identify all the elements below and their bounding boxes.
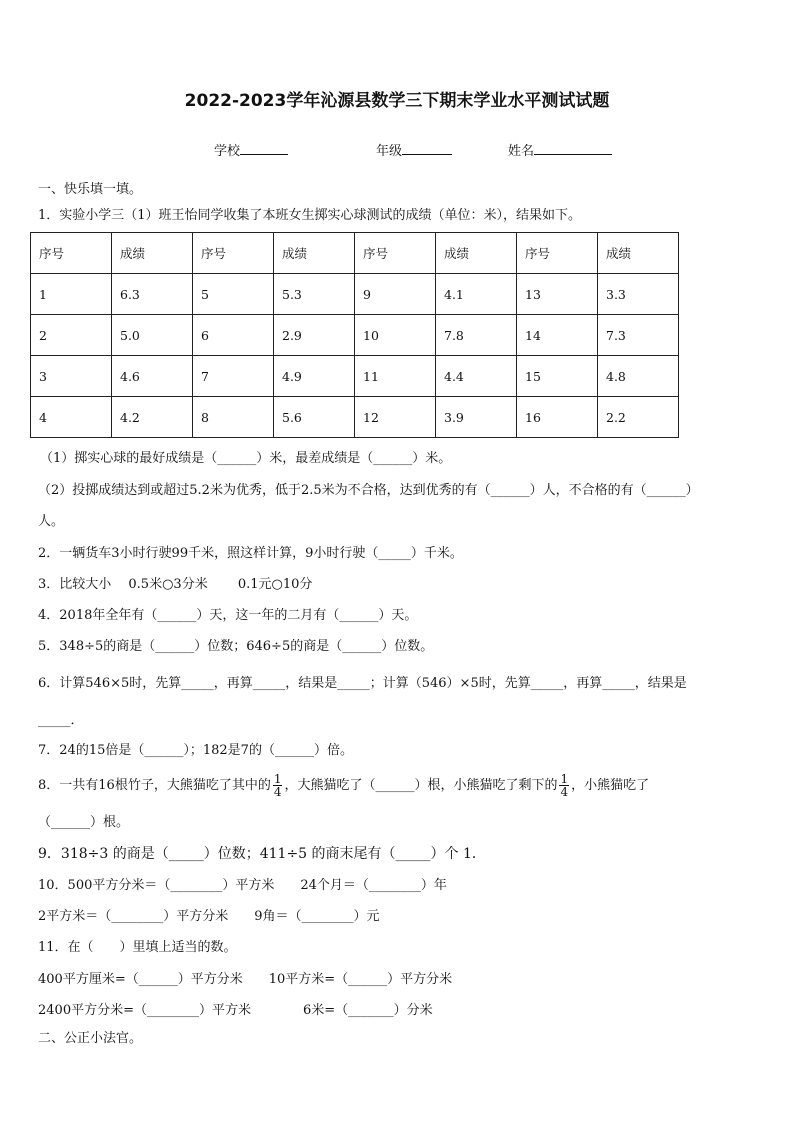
question-2: 2．一辆货车3小时行驶99千米，照这样计算，9小时行驶（_____）千米。 bbox=[38, 546, 463, 561]
table-cell: 5.3 bbox=[274, 274, 355, 315]
question-11-line-1: 400平方厘米=（______）平方分米 10平方米=（______）平方分米 bbox=[38, 972, 453, 987]
table-cell: 4 bbox=[31, 397, 112, 438]
table-header-cell: 成绩 bbox=[112, 233, 193, 274]
school-blank[interactable] bbox=[240, 142, 288, 155]
table-header-cell: 序号 bbox=[517, 233, 598, 274]
table-header-cell: 成绩 bbox=[274, 233, 355, 274]
fraction-denominator: 4 bbox=[560, 785, 569, 799]
question-3: 3．比较大小 0.5米○3分米 0.1元○10分 bbox=[38, 577, 313, 592]
table-cell: 1 bbox=[31, 274, 112, 315]
table-cell: 6 bbox=[193, 315, 274, 356]
question-9: 9．318÷3 的商是（_____）位数；411÷5 的商末尾有（_____）个 1． bbox=[38, 846, 486, 862]
question-8 bbox=[38, 772, 649, 800]
table-cell: 7.8 bbox=[436, 315, 517, 356]
table-cell: 4.1 bbox=[436, 274, 517, 315]
table-cell: 9 bbox=[355, 274, 436, 315]
question-6-cont: _____． bbox=[38, 713, 84, 728]
question-4: 4．2018年全年有（______）天，这一年的二月有（______）天。 bbox=[38, 608, 418, 623]
fraction-denominator: 4 bbox=[273, 785, 282, 799]
section-1-heading: 一、快乐填一填。 bbox=[38, 182, 143, 197]
table-row bbox=[31, 274, 679, 315]
scores-table bbox=[30, 232, 679, 438]
table-cell: 2.9 bbox=[274, 315, 355, 356]
table-header-cell: 序号 bbox=[31, 233, 112, 274]
table-cell: 16 bbox=[517, 397, 598, 438]
table-cell: 4.6 bbox=[112, 356, 193, 397]
table-cell: 5.0 bbox=[112, 315, 193, 356]
fraction-one-quarter bbox=[273, 773, 283, 798]
question-10-line-1: 10．500平方分米＝（________）平方米 24个月＝（________）年 bbox=[38, 878, 447, 893]
table-row bbox=[31, 356, 679, 397]
table-header-cell: 序号 bbox=[355, 233, 436, 274]
table-cell: 4.9 bbox=[274, 356, 355, 397]
fraction-numerator: 1 bbox=[273, 772, 282, 786]
name-label: 姓名 bbox=[508, 144, 535, 159]
question-11: 11．在（ ）里填上适当的数。 bbox=[38, 940, 237, 955]
grade-field bbox=[376, 140, 452, 159]
question-8-text-1: 8．一共有16根竹子，大熊猫吃了其中的 bbox=[38, 778, 271, 793]
table-cell: 2 bbox=[31, 315, 112, 356]
question-7: 7．24的15倍是（______）；182是7的（______）倍。 bbox=[38, 743, 353, 758]
table-cell: 8 bbox=[193, 397, 274, 438]
table-cell: 5.6 bbox=[274, 397, 355, 438]
question-8-text-2: ，大熊猫吃了（______）根，小熊猫吃了剩下的 bbox=[284, 778, 558, 793]
table-row bbox=[31, 397, 679, 438]
question-1-part-2: （2）投掷成绩达到或超过5.2米为优秀，低于2.5米为不合格，达到优秀的有（______）人，不合格的有（______） bbox=[38, 483, 699, 498]
table-header-cell: 序号 bbox=[193, 233, 274, 274]
table-cell: 10 bbox=[355, 315, 436, 356]
table-cell: 3.3 bbox=[598, 274, 679, 315]
table-cell: 12 bbox=[355, 397, 436, 438]
table-cell: 13 bbox=[517, 274, 598, 315]
table-cell: 2.2 bbox=[598, 397, 679, 438]
question-10-line-2: 2平方米＝（________）平方分米 9角＝（________）元 bbox=[38, 909, 380, 924]
table-cell: 3 bbox=[31, 356, 112, 397]
name-field bbox=[508, 140, 612, 159]
grade-label: 年级 bbox=[376, 144, 403, 159]
question-5: 5．348÷5的商是（______）位数；646÷5的商是（______）位数。 bbox=[38, 639, 434, 654]
table-row bbox=[31, 315, 679, 356]
table-header-row bbox=[31, 233, 679, 274]
question-1-part-2-cont: 人。 bbox=[38, 514, 65, 529]
question-1-intro: 1．实验小学三（1）班王怡同学收集了本班女生掷实心球测试的成绩（单位：米），结果如下。 bbox=[38, 208, 582, 223]
section-2-heading: 二、公正小法官。 bbox=[38, 1031, 143, 1046]
table-cell: 5 bbox=[193, 274, 274, 315]
grade-blank[interactable] bbox=[402, 142, 452, 155]
table-cell: 4.2 bbox=[112, 397, 193, 438]
table-cell: 3.9 bbox=[436, 397, 517, 438]
page-title: 2022-2023学年沁源县数学三下期末学业水平测试试题 bbox=[184, 91, 610, 111]
question-6: 6．计算546×5时，先算_____，再算_____，结果是_____；计算（546）×5时，先算_____，再算_____，结果是 bbox=[38, 676, 687, 691]
table-cell: 7 bbox=[193, 356, 274, 397]
table-cell: 15 bbox=[517, 356, 598, 397]
table-header-cell: 成绩 bbox=[598, 233, 679, 274]
question-8-cont: （______）根。 bbox=[38, 815, 130, 830]
table-cell: 4.4 bbox=[436, 356, 517, 397]
name-blank[interactable] bbox=[534, 142, 612, 155]
table-cell: 4.8 bbox=[598, 356, 679, 397]
table-cell: 11 bbox=[355, 356, 436, 397]
fraction-one-quarter bbox=[559, 773, 569, 798]
table-cell: 6.3 bbox=[112, 274, 193, 315]
question-8-text-3: ，小熊猫吃了 bbox=[571, 778, 650, 793]
school-field bbox=[214, 140, 288, 159]
table-header-cell: 成绩 bbox=[436, 233, 517, 274]
fraction-numerator: 1 bbox=[560, 772, 569, 786]
table-cell: 14 bbox=[517, 315, 598, 356]
question-1-part-1: （1）掷实心球的最好成绩是（______）米，最差成绩是（______）米。 bbox=[40, 451, 452, 466]
school-label: 学校 bbox=[214, 144, 241, 159]
table-cell: 7.3 bbox=[598, 315, 679, 356]
question-11-line-2: 2400平方分米=（________）平方米 6米=（_______）分米 bbox=[38, 1003, 433, 1018]
